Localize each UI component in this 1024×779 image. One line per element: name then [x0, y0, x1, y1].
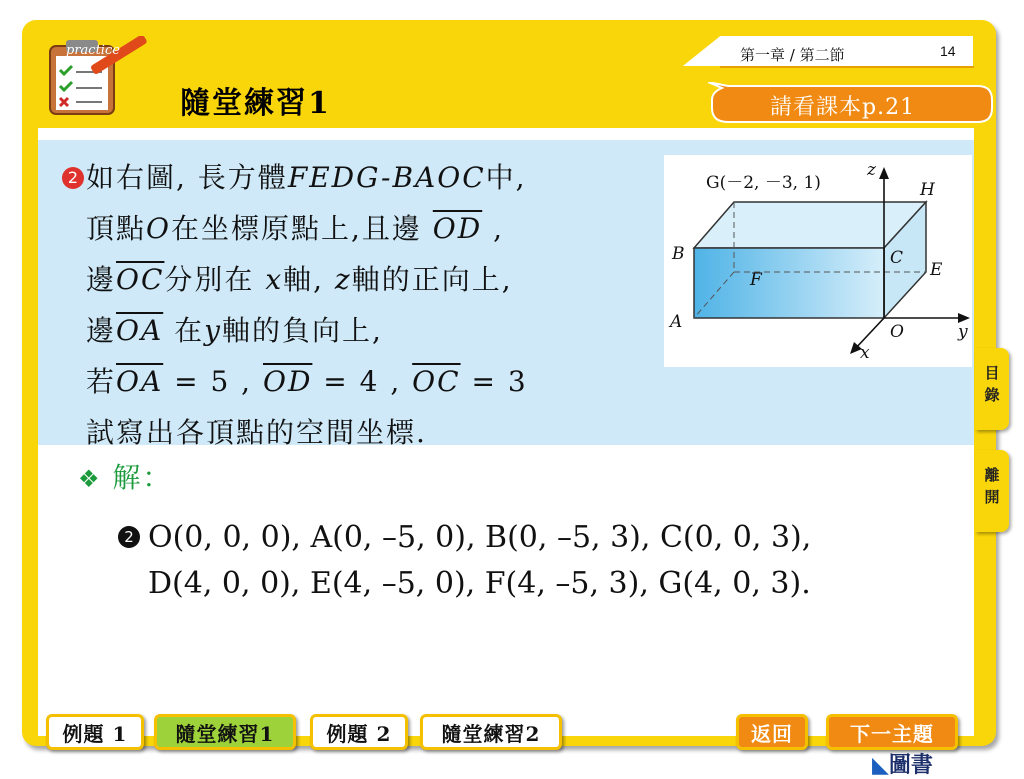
back-button[interactable]: 返回 [736, 714, 808, 750]
solution-line-1: 2 O(0, 0, 0), A(0, –5, 0), B(0, –5, 3), C(0, 0, 3), [118, 515, 811, 561]
cuboid-figure [664, 155, 972, 367]
problem-line-3: 邊$\overline{OC}$分別在 x軸, z軸的正向上, [86, 263, 513, 296]
svg-text:z: z [867, 160, 876, 180]
problem-text [62, 152, 528, 458]
solution-text [118, 515, 811, 607]
svg-text:C: C [890, 248, 904, 268]
svg-text:E: E [930, 260, 943, 280]
label-g-coord: G(－2, －3, 1) [706, 173, 821, 193]
solution-heading: ❖ 解： [78, 461, 173, 494]
diamond-bullet-icon: ❖ [78, 465, 102, 493]
problem-line-2: 頂點O在坐標原點上,且邊 $\overline{OD}$ , [86, 212, 505, 245]
logo-text: practice [66, 43, 120, 58]
page-title: 隨堂練習1 [180, 86, 331, 121]
chapter-label: 第一章 / 第二節 [740, 46, 845, 64]
practice-clipboard-icon [46, 36, 156, 118]
next-topic-button[interactable]: 下一主題 [826, 714, 958, 750]
svg-text:x: x [860, 343, 870, 363]
svg-text:B: B [672, 244, 685, 264]
problem-line-6: 試寫出各頂點的空間坐標. [86, 416, 427, 449]
svg-text:y: y [958, 322, 968, 342]
problem-number-badge: 2 [62, 167, 84, 189]
solution-number-badge: 2 [118, 526, 140, 548]
nav-example-2[interactable]: 例題 2 [310, 714, 408, 750]
svg-text:F: F [750, 270, 762, 290]
problem-line-4: 邊$\overline{OA}$ 在y軸的負向上, [86, 314, 383, 347]
nav-practice-1[interactable]: 隨堂練習1 [154, 714, 296, 750]
svg-text:H: H [920, 180, 935, 200]
exit-tab[interactable]: 離開 [975, 450, 1009, 532]
publisher-logo: ◣圖書 [872, 753, 933, 778]
nav-example-1[interactable]: 例題 1 [46, 714, 144, 750]
problem-line-5: 若$\overline{OA} = 5$ , $\overline{OD} = 4$ , $\overline{OC} = 3$ [86, 365, 528, 398]
nav-practice-2[interactable]: 隨堂練習2 [420, 714, 562, 750]
svg-text:O: O [890, 322, 904, 342]
problem-line-1: 2 如右圖, 長方體FEDG-BAOC中, [62, 152, 528, 203]
textbook-reference: 請看課本p.21 [770, 95, 916, 120]
svg-text:A: A [670, 312, 683, 332]
toc-tab[interactable]: 目錄 [975, 348, 1009, 430]
page-number: 14 [940, 43, 956, 59]
solution-line-2: D(4, 0, 0), E(4, –5, 0), F(4, –5, 3), G(4, 0, 3). [148, 566, 811, 601]
